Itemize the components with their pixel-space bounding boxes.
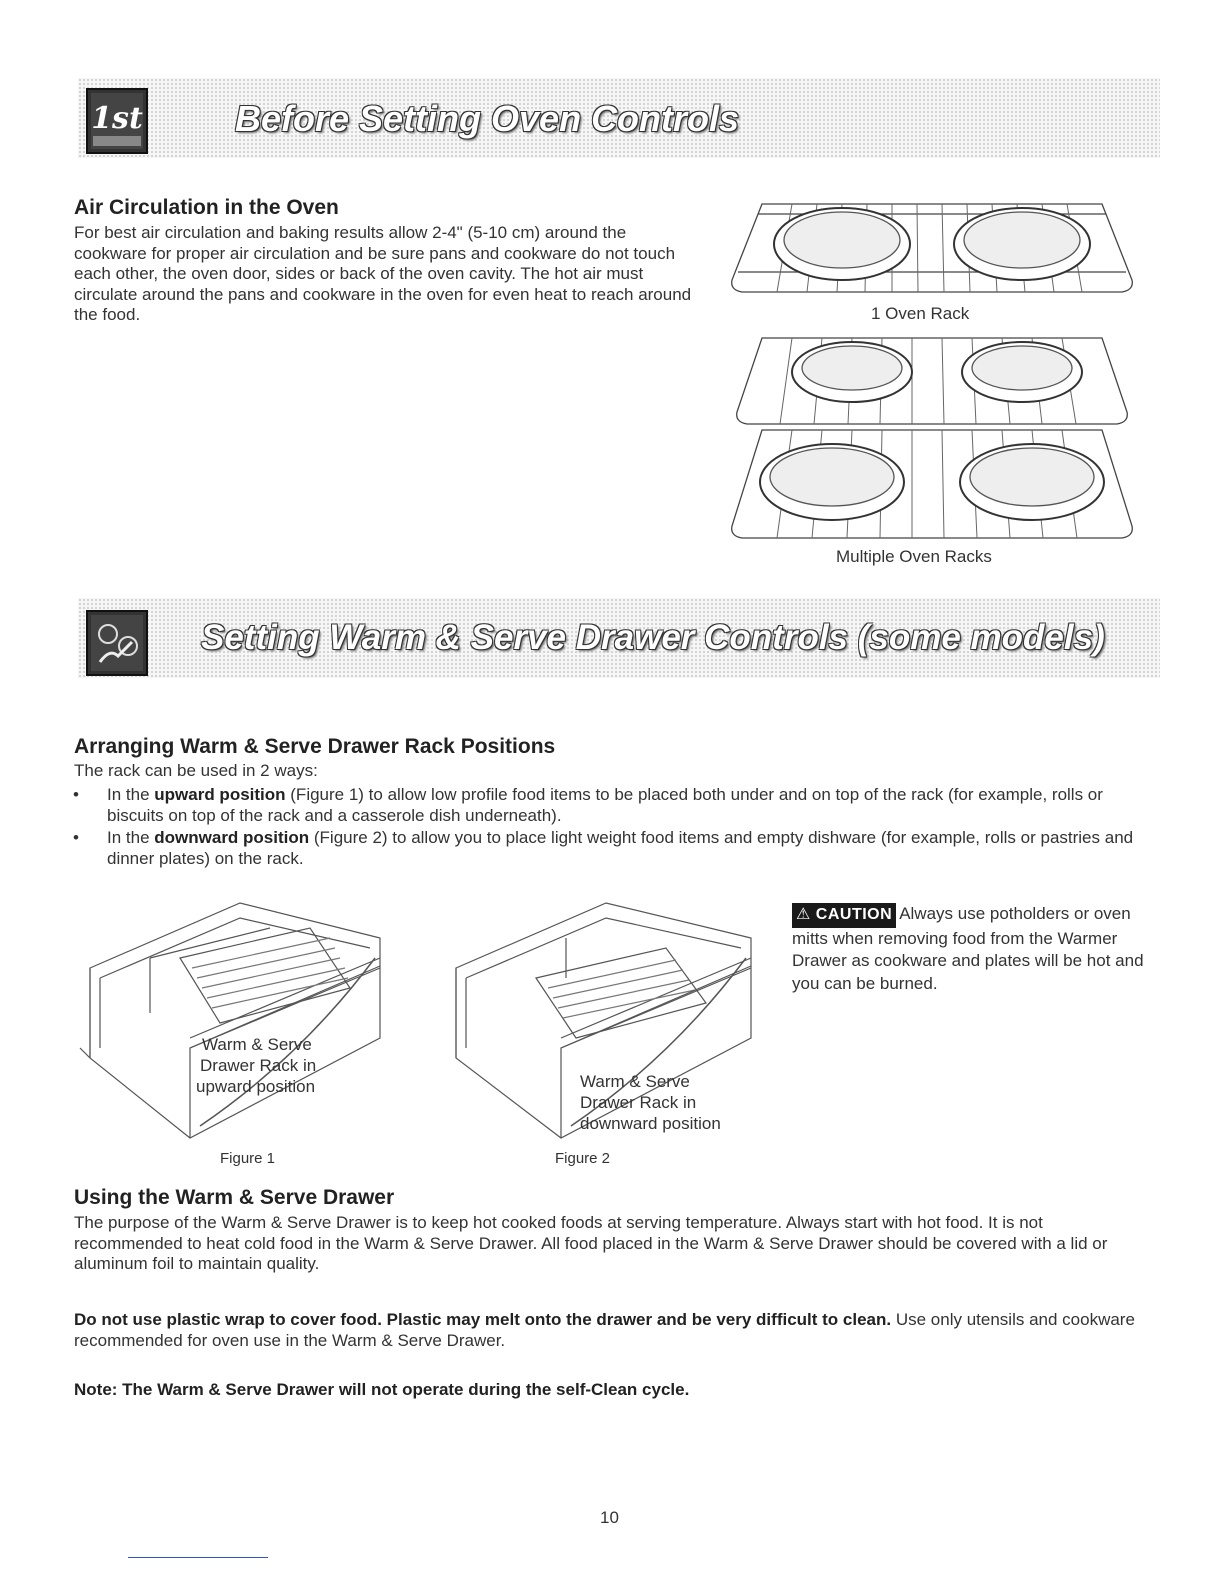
figure1-line2: Drawer Rack in	[200, 1056, 317, 1075]
step-1st-icon	[86, 88, 148, 154]
bullet-text: (Figure 2) to allow you to place light weight food items and empty dishware (for example, rolls or pastries and dinner plates) on the rack.	[107, 828, 1134, 868]
figure1-label: Figure 1	[220, 1150, 276, 1167]
multiple-oven-racks-illustration	[722, 330, 1142, 546]
controls-hand-icon	[86, 610, 148, 676]
figure1-callout	[196, 1034, 316, 1097]
air-circulation-heading: Air Circulation in the Oven	[74, 196, 339, 219]
section-banner-warm-serve	[78, 598, 1160, 678]
section-banner-before-setting	[78, 78, 1160, 158]
caution-badge: ⚠ CAUTION	[792, 903, 896, 928]
arranging-intro: The rack can be used in 2 ways:	[74, 761, 318, 780]
footnote-rule	[128, 1557, 268, 1558]
caution-badge-label: CAUTION	[815, 906, 893, 923]
figure2-callout	[580, 1071, 721, 1134]
figure2-label: Figure 2	[555, 1150, 611, 1167]
bullet-prefix: In the	[107, 785, 155, 804]
single-rack-caption: 1 Oven Rack	[871, 304, 970, 323]
figure2-line3: downward position	[580, 1114, 721, 1133]
figure2-line2: Drawer Rack in	[580, 1093, 697, 1112]
page-number: 10	[600, 1508, 619, 1527]
using-heading: Using the Warm & Serve Drawer	[74, 1186, 395, 1209]
bullet-prefix: In the	[107, 828, 155, 847]
self-clean-note: Note: The Warm & Serve Drawer will not operate during the self-Clean cycle.	[74, 1380, 690, 1399]
drawer-upward-illustration	[70, 898, 400, 1148]
downward-position-term: downward position	[154, 828, 310, 847]
figure2-line1: Warm & Serve	[580, 1072, 690, 1091]
figure1-line3: upward position	[196, 1077, 316, 1096]
step-icon-text: 1st	[91, 101, 143, 136]
air-circulation-body: For best air circulation and baking results allow 2-4" (5-10 cm) around the cookware for proper air circulation and be sure pans and cookware do not touch each other, the oven door, sides or back of the oven cavity. The hot air must circulate around the pans and cookware in the oven for even heat to reach around the food.	[74, 223, 692, 324]
using-body: The purpose of the Warm & Serve Drawer is to keep hot cooked foods at serving temperature. Always start with hot food. It is not recommended to heat cold food in the Warm & Serve Drawer. All food placed in the Warm & Serve Drawer should be covered with a lid or aluminum foil to maintain quality.	[74, 1213, 1108, 1273]
figure1-line1: Warm & Serve	[202, 1035, 312, 1054]
list-item	[73, 827, 1148, 869]
list-item	[73, 784, 1148, 826]
arranging-heading: Arranging Warm & Serve Drawer Rack Positions	[74, 735, 556, 758]
plastic-wrap-warning-rest: Use only utensils and cookware recommended for oven use in the Warm & Serve Drawer.	[74, 1310, 1135, 1350]
multiple-racks-caption: Multiple Oven Racks	[836, 547, 992, 566]
section-title: Before Setting Oven Controls	[235, 98, 740, 139]
rack-position-list	[73, 784, 1148, 870]
upward-position-term: upward position	[154, 785, 286, 804]
caution-notice	[792, 903, 1144, 995]
section-title: Setting Warm & Serve Drawer Controls (some models)	[201, 618, 1105, 657]
bullet-text: (Figure 1) to allow low profile food items to be placed both under and on top of the rack (for example, rolls or biscuits on top of the rack and a casserole dish underneath).	[107, 785, 1103, 825]
caution-text: Always use potholders or oven mitts when removing food from the Warmer Drawer as cookware and plates will be hot and you can be burned.	[792, 904, 1144, 993]
plastic-wrap-warning	[74, 1310, 1146, 1351]
plastic-wrap-warning-bold: Do not use plastic wrap to cover food. Plastic may melt onto the drawer and be very difficult to clean.	[74, 1310, 892, 1329]
single-oven-rack-illustration	[722, 192, 1142, 302]
